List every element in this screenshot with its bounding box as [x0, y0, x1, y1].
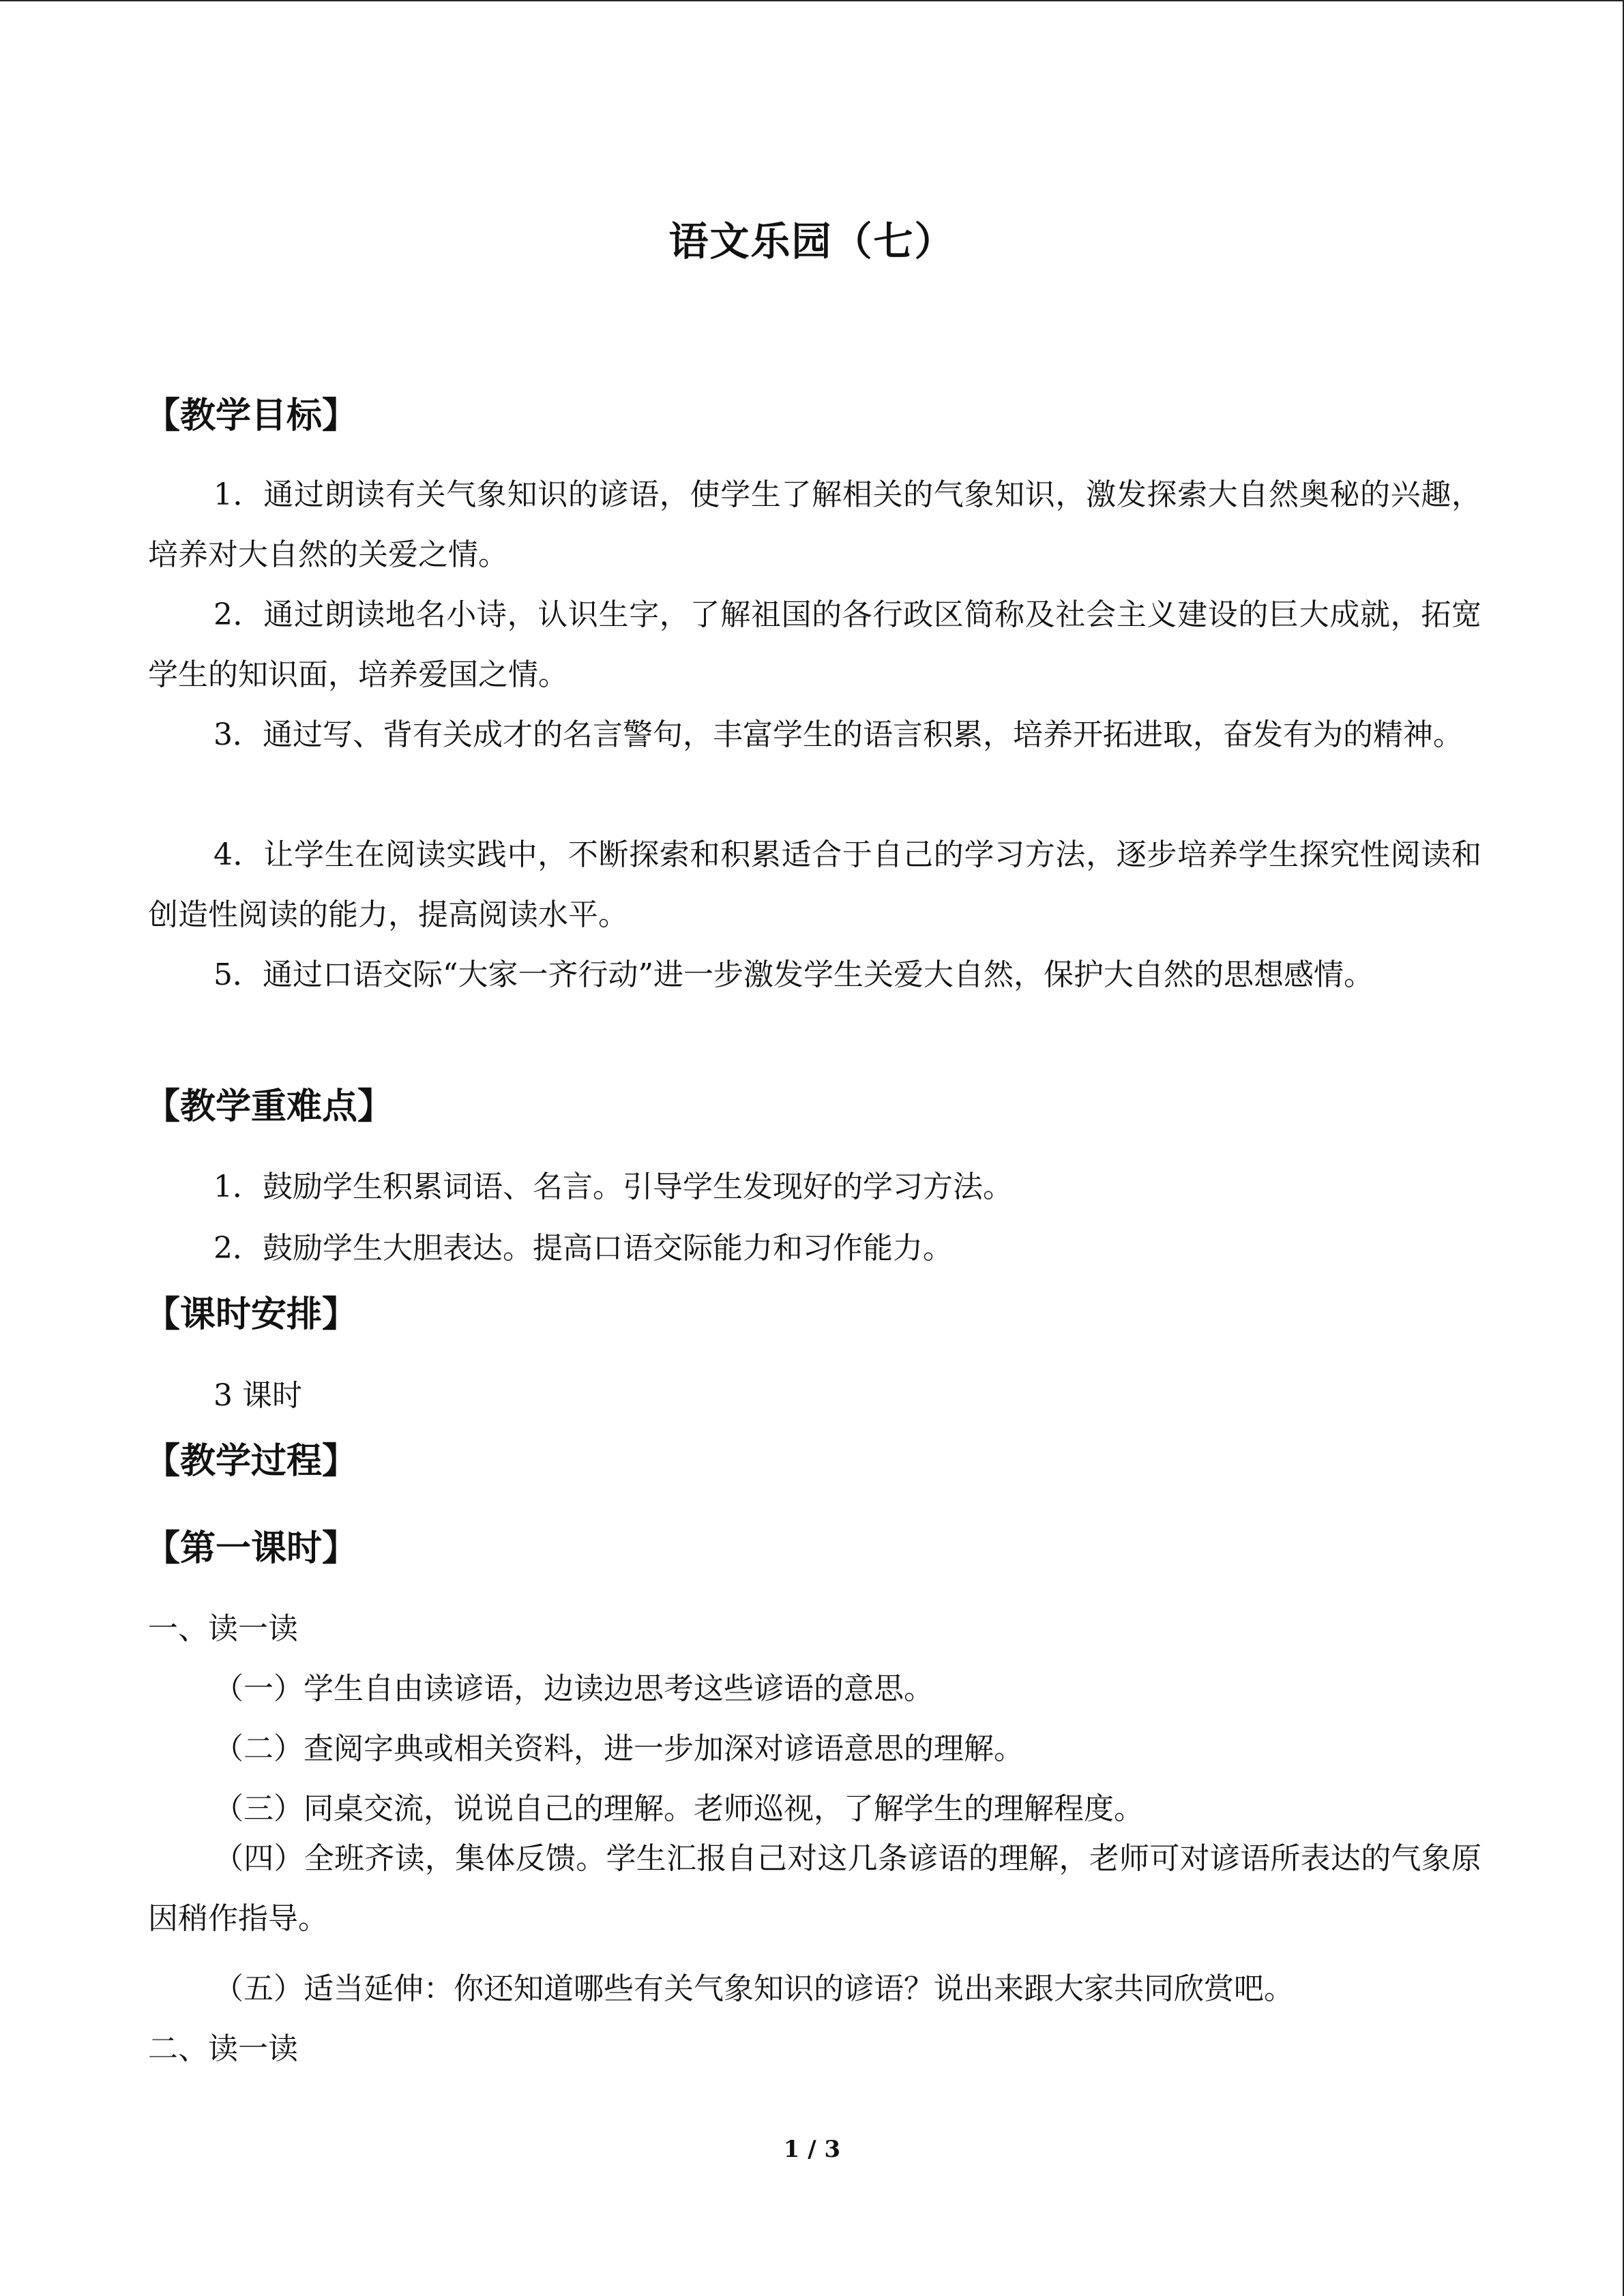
page-title: 语文乐园（七） — [668, 218, 956, 265]
goal-item-2: 2．通过朗读地名小诗，认识生字，了解祖国的各行政区简称及社会主义建设的巨大成就，拓宽学生的知识面，培养爱国之情。 — [148, 597, 1481, 692]
heading-teaching-goals: 【教学目标】 — [145, 396, 358, 436]
schedule-text: 3 课时 — [213, 1378, 302, 1413]
key-point-1: 1．鼓励学生积累词语、名言。引导学生发现好的学习方法。 — [213, 1169, 1013, 1204]
section-1-title: 一、读一读 — [148, 1611, 298, 1646]
goal-item-1: 1．通过朗读有关气象知识的谚语，使学生了解相关的气象知识，激发探索大自然奥秘的兴趣，培养对大自然的关爱之情。 — [148, 477, 1481, 572]
section-2-title: 二、读一读 — [148, 2031, 298, 2066]
key-point-2: 2．鼓励学生大胆表达。提高口语交际能力和习作能力。 — [213, 1231, 953, 1266]
page-number: 1 / 3 — [783, 2136, 841, 2163]
section-1-item-4: （四）全班齐读，集体反馈。学生汇报自己对这几条谚语的理解，老师可对谚语所表达的气象原因稍作指导。 — [148, 1841, 1481, 1936]
section-1-item-3: （三）同桌交流，说说自己的理解。老师巡视，了解学生的理解程度。 — [213, 1791, 1144, 1826]
goal-item-3: 3．通过写、背有关成才的名言警句，丰富学生的语言积累，培养开拓进取，奋发有为的精神。 — [213, 717, 1463, 752]
heading-lesson-1: 【第一课时】 — [145, 1528, 358, 1569]
section-1-item-5: （五）适当延伸：你还知道哪些有关气象知识的谚语？说出来跟大家共同欣赏吧。 — [213, 1971, 1294, 2006]
section-1-item-2: （二）查阅字典或相关资料，进一步加深对谚语意思的理解。 — [213, 1731, 1024, 1766]
section-1-item-1: （一）学生自由读谚语，边读边思考这些谚语的意思。 — [213, 1671, 934, 1706]
heading-schedule: 【课时安排】 — [145, 1294, 358, 1335]
goal-item-4: 4．让学生在阅读实践中，不断探索和积累适合于自己的学习方法，逐步培养学生探究性阅读和创造性阅读的能力，提高阅读水平。 — [148, 837, 1481, 932]
heading-teaching-process: 【教学过程】 — [145, 1441, 358, 1482]
goal-item-5: 5．通过口语交际“大家一齐行动”进一步激发学生关爱大自然，保护大自然的思想感情。 — [213, 957, 1374, 992]
heading-key-points: 【教学重难点】 — [145, 1086, 394, 1127]
